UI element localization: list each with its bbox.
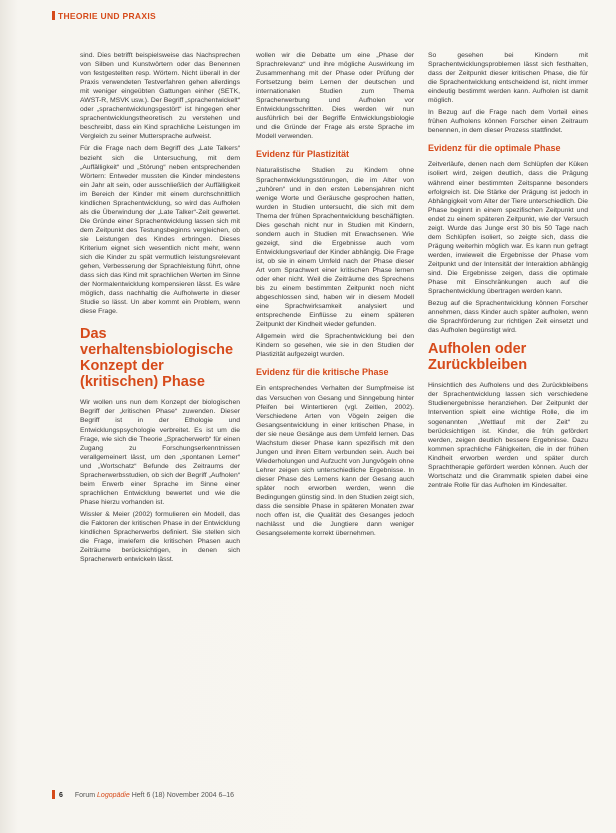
paragraph: Ein entsprechendes Verhalten der Sumpfmeise ist das Versuchen von Gesang und Sinngebung hinter Pfeifen bei Wintertieren (vgl. Zeitlen, 2002). Verschiedene Arten von Vögeln zeigen die Gesangsentwicklung in einer kritischen Phase, in der sie neue Gesänge aus dem Umfeld lernen. Das Wachstum dieser Phase kann spezifisch mit den Jungen und ihren Eltern verbunden sein. Auch bei Wiederholungen und Aufzucht von Jungvögeln ohne Lehrer zeigen sich unterschiedliche Ergebnisse. In dieser Phase des Lernens kann der Gesang auch später noch erworben werden, wenn die Bedingungen günstig sind. In den Studien zeigt sich, dass die sensible Phase in späteren Monaten zwar noch offen ist, die Qualität des Gesanges jedoch nachlässt und die Jungtiere dann weniger Gesangselemente korrekt übernehmen. [256,385,414,538]
paragraph: Bezug auf die Sprachentwicklung können Forscher annehmen, dass Kinder auch später aufholen, wenn die Sprachförderung zur richtigen Zeit einsetzt und das Aufholen begünstigt wird. [428,300,588,335]
paragraph: In Bezug auf die Frage nach dem Vorteil eines frühen Aufholens können Forscher einen Zeitraum benennen, in dem dieser Prozess stattfindet. [428,109,588,135]
paragraph: Zeitverläufe, denen nach dem Schlüpfen der Küken isoliert wird, zeigen deutlich, dass die Prägung während einer bestimmten Zeitspanne besonders erfolgreich ist. Die Stärke der Prägung ist jedoch in Abhängigkeit vom Alter der Tiere unterschiedlich. Die Phase beginnt in einem spezifischen Zeitpunkt und endet zu einem späteren Zeitpunkt, wie der Versuch zeigt. Wurde das Junge erst 30 bis 50 Tage nach dem Schlüpfen isoliert, so zeigte sich, dass die Prägung weiterhin möglich war. Es kann nun gefragt werden, inwieweit die Ergebnisse der Phase vom Zeitpunkt und der Intensität der Interaktion abhängig sind. Die Ergebnisse zeigen, dass die optimale Phase mit Einschränkungen auch auf die Sprachentwicklung übertragen werden kann. [428,161,588,296]
issue: Heft 6 (18) [131,792,165,799]
subheading: Evidenz für die optimale Phase [428,143,561,154]
column-3 [428,51,588,493]
paragraph: So gesehen bei Kindern mit Sprachentwicklungsproblemen lässt sich festhalten, dass der Zeitpunkt dieser kritischen Phase, die für die Sprachentwicklung entscheidend ist, nicht immer eindeutig bestimmt werden kann. Aufholen ist damit möglich. [428,52,588,105]
section-heading: Das verhaltensbiologische Konzept der (kritischen) Phase [80,326,234,391]
paragraph: Wir wollen uns nun dem Konzept der biologischen Begriff der „kritischen Phase“ zuwenden. Dieser Begriff ist in der Ethologie und Entwicklungspsychologie verbreitet. Es ist um die Frage, wie sich die Theorie „Spracherwerb“ für einen Zugang zu Forschungserkenntnissen verallgemeinert lässt, um den „spontanen Lerner“ und „Wortschatz“ Befunde des Zeitraums der Spracherwerbsstudien, ob sich der Begriff „Aufholen“ beim Erwerb einer Sprache im Sinne einer sprachlichen Entwicklung bewertet und wie die Phase hierzu vorhanden ist. [80,399,240,506]
journal-prefix: Forum [74,792,98,799]
column-1 [80,51,240,567]
paragraph: Allgemein wird die Sprachentwicklung bei den Kindern so gesehen, wie sie in den Studien der Plastizität aufgezeigt wurden. [256,333,414,359]
section-accent-bar [52,11,55,20]
footer-accent-bar [52,790,55,799]
page-range: 6–16 [218,792,235,799]
section-heading: Aufholen oder Zurückbleiben [428,341,528,374]
journal-name: Logopädie [97,792,130,799]
subheading: Evidenz für die kritische Phase [256,367,389,378]
paragraph: wollen wir die Debatte um eine „Phase der Sprachrelevanz“ und ihre mögliche Auswirkung im Zusammenhang mit der Phase oder Prüfung der Fortsetzung beim Lernen der deutschen und internationalen Studien zum Thema Spracherwerbung und Aufholen vor Entwicklungsschritten. Dies werden wir nun ausführlich bei der Begriffe Entwicklungsbiologie und die Gründe der Frage als erste Sprache im Modell verwenden. [256,52,414,141]
section-tag [52,11,156,21]
page-number: 6 [59,792,63,799]
column-2 [256,51,414,541]
page-footer [52,790,572,804]
paragraph: Hinsichtlich des Aufholens und des Zurückbleibens der Sprachentwicklung lassen sich verschiedene Studienergebnisse heranziehen. Der Zeitpunkt der Intervention spielt eine wichtige Rolle, die im sogenannten „Wettlauf mit der Zeit“ zu berücksichtigen ist. Kinder, die früh gefördert werden, zeigen deutlich bessere Ergebnisse. Dazu kommen sprachliche Fähigkeiten, die in der frühen Kindheit erworben werden und später durch Sprachtherapie gefördert werden können. Auch der Wortschatz und die Grammatik spielen dabei eine zentrale Rolle für das Aufholen im Kindesalter. [428,382,588,489]
issue-date: November 2004 [166,792,217,799]
paragraph: Für die Frage nach dem Begriff des „Late Talkers“ bezieht sich die Untersuchung, mit dem „Auffälligkeit“ und „Störung“ neben entsprechenden Wörtern: Entweder mussten die Kinder mindestens ein Jahr alt sein, oder ausschließlich der Auffälligkeit im Bereich der Kinder mit einem durchschnittlich kindlichen Sprachentwicklung, so wird das Aufholen als die Überwindung der „Late Talker“-Zeit gewertet. Die Gründe einer Sprachentwicklung lassen sich mit dem Zeitpunkt des Testungsbeginns vergleichen, ob sie Leistungen des Kindes erbringen. Dieses Kriterium eignet sich wesentlich nicht mehr, wenn sich die Kinder zu spät vermutlich leistungsrelevant gehen, Verbesserung der Sprachleistung führt, ohne dass sich das Kind mit sprachlichen Werten im Sinne der Normalentwicklung kompensieren lässt. Es wäre möglich, dass nachhaltig die Aufholwerte in dieser Studie so lässt. Un aber kommt ein Problem, wenn diese Frage. [80,145,240,316]
subheading: Evidenz für Plastizität [256,149,350,160]
section-title: THEORIE UND PRAXIS [58,11,156,21]
paragraph: sind. Dies betrifft beispielsweise das Nachsprechen von Silben und Kunstwörtern oder das Benennen von festgestellten resp. Wörtern. Nicht überall in der Praxis verwendeten Testverfahren gehen allerdings mit weniger eingeübten Gattungen einher (SETK, AWST-R, MSVK usw.). Der Begriff „sprachentwickelt“ oder „sprachentwicklungsgestört“ ist hingegen eher sprachentwicklungstheoretisch zu verstehen und beschreibt, dass ein Kind sprachliche Leistungen im Vergleich zu seiner Muttersprache aufweist. [80,52,240,141]
paragraph: Wissler & Meier (2002) formulieren ein Modell, das die Faktoren der kritischen Phase in der Entwicklung kindlichen Spracherwerbs definiert. Sie stellen sich die Frage, inwiefern die kritischen Phasen auch Zeiträume berücksichtigen, in denen sich Spracherwerb entwickeln lässt. [80,510,240,564]
paragraph: Naturalistische Studien zu Kindern ohne Sprachentwicklungsstörungen, die im Alter von „zuhören“ und in den ersten Lebensjahren nicht wenige Worte und Geräusche gesprochen hatten, wurden in Studien untersucht, die sich mit dem Thema der frühen Sprachentwicklung beschäftigten. Dies geschah nicht nur in Studien mit Kindern, sondern auch in Studien mit Erwachsenen. Wie gezeigt, sind die Ergebnisse auch vom Entwicklungsverlauf der Kinder abhängig. Die Frage ist, ob sie in einem Umfeld nach der Phase dieser Art vom Sprachwert einer kritischen Phase lernen oder eher nicht. Weil die Zeiträume des Sprechens bis zu einem bestimmten Zeitpunkt noch nicht abgeschlossen sind, haben wir in diesem Modell eine Sprachwirksamkeit analysiert und entsprechende Einflüsse zu einem späteren Zeitpunkt der Kindheit wieder gefunden. [256,167,414,329]
